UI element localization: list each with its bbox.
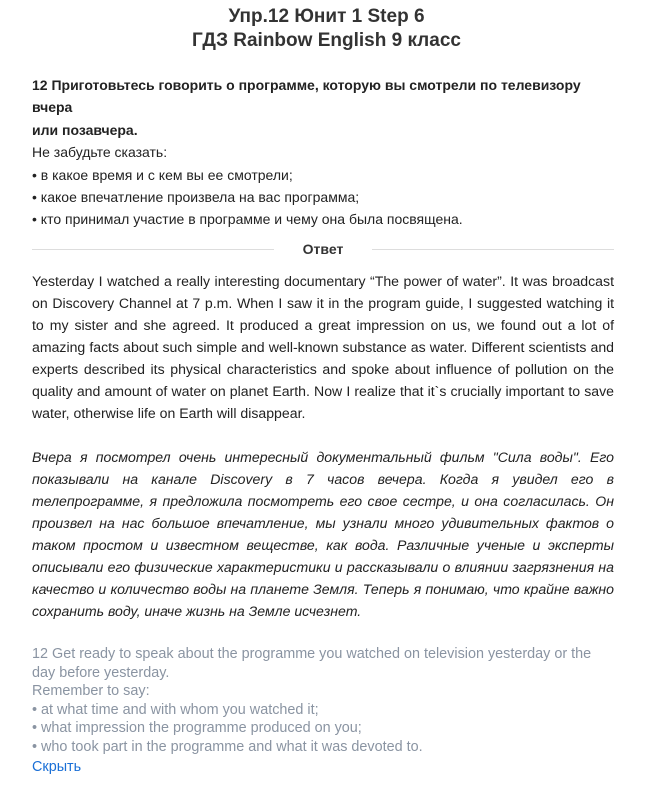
- hide-link[interactable]: Скрыть: [32, 759, 82, 775]
- page-title-line-1: Упр.12 Юнит 1 Step 6: [228, 6, 425, 27]
- divider-line-right: [372, 249, 614, 250]
- answer-english-text: Yesterday I watched a really interesting documentary “The power of water”. It was broadcast on Discovery Channel at 7 p.m. When I saw it in the program guide, I suggested watching it to my sister and she agreed. It produced a great impression on us, we found out a lot of amazing facts about such simple and well-known substance as water. Different scientists and experts described its physical characteristics and spoke about influence of pollution on the quality and amount of water on planet Earth. Now I realize that it`s crucially important to save water, otherwise life on Earth will disappear.: [32, 273, 614, 421]
- original-line: • who took part in the programme and what it was devoted to.: [32, 738, 423, 755]
- task-title: [32, 74, 622, 141]
- task-point: • какое впечатление произвела на вас программа;: [32, 189, 360, 206]
- divider-line-left: [32, 249, 274, 250]
- task-block: [32, 74, 622, 231]
- task-intro: Не забудьте сказать:: [32, 144, 168, 161]
- original-line: day before yesterday.: [32, 664, 170, 681]
- answer-russian-translation: Вчера я посмотрел очень интересный документальный фильм "Сила воды". Его показывали на канале Discovery в 7 часов вечера. Когда я увидел его в телепрограмме, я предложила посмотреть его свое сестре, и она согласилась. Он произвел на нас большое впечатление, мы узнали много удивительных фактов о таком простом и известном веществе, как вода. Различные ученые и эксперты описывали его физические характеристики и рассказывали о влиянии загрязнения на качество и количество воды на планете Земля. Теперь я понимаю, что крайне важно сохранить воду, иначе жизнь на Земле исчезнет.: [32, 449, 614, 619]
- task-point: • в какое время и с кем вы ее смотрели;: [32, 166, 293, 183]
- answer-divider: [32, 240, 614, 258]
- task-point: • кто принимал участие в программе и чему она была посвящена.: [32, 211, 463, 228]
- original-task-text: [32, 645, 622, 756]
- page-title: [0, 5, 653, 53]
- task-title-line-1: 12 Приготовьтесь говорить о программе, которую вы смотрели по телевизору вчера: [32, 77, 581, 116]
- original-line: Remember to say:: [32, 683, 150, 699]
- original-line: 12 Get ready to speak about the programme you watched on television yesterday or the: [32, 646, 592, 662]
- answer-heading: Ответ: [302, 241, 344, 257]
- original-line: • at what time and with whom you watched it;: [32, 701, 319, 718]
- original-line: • what impression the programme produced on you;: [32, 720, 362, 736]
- page-title-line-2: ГДЗ Rainbow English 9 класс: [192, 30, 461, 51]
- task-title-line-2: или позавчера.: [32, 121, 138, 138]
